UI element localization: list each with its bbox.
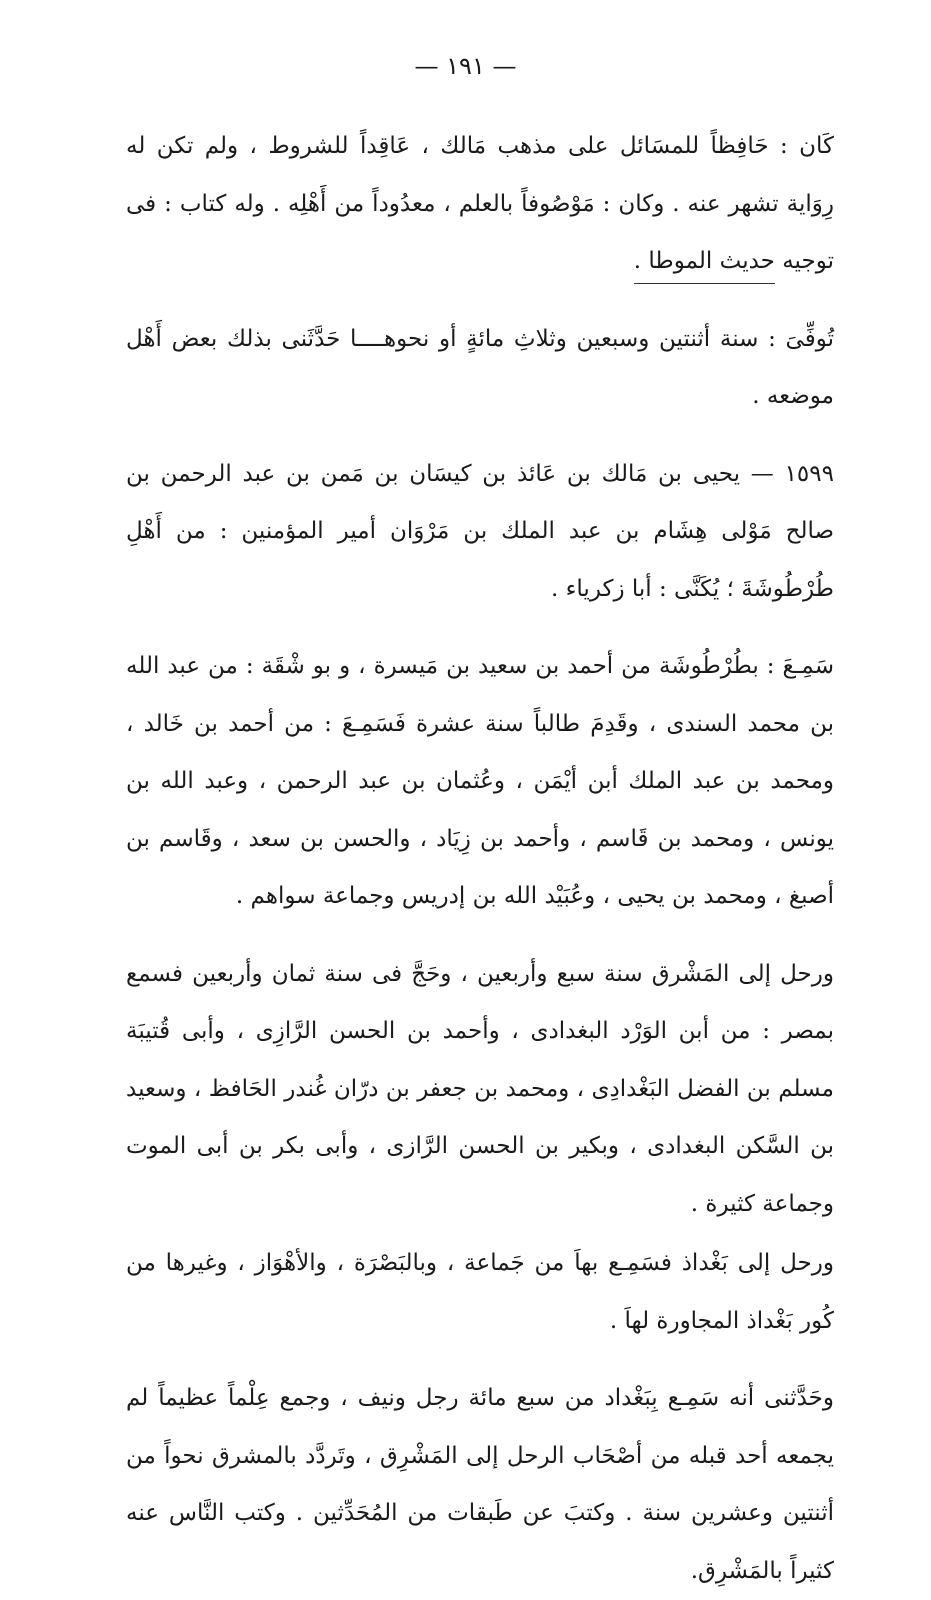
paragraph-travel-baghdad: ورحل إلى بَغْداذ فسَمِـع بهاَ من جَماعة ، وبالبَصْرَة ، والأهْوَاز ، وغيرها من كُور بَغْداذ المجاورة لهاَ . xyxy=(126,1250,834,1334)
paragraph-hearing-count: وحَدَّثنى أنه سَمِـع بِبَغْداد من سبع مائة رجل ونيف ، وجمع عِلْماً عظيماً لم يجمعه أحد قبله من أصْحَاب الرحل إلى المَشْرِق ، وتَردَّد بالمشرق نحواً من أثنتين وعشرين سنة . وكتبَ عن طَبقات من المُحَدِّثين . وكتب النَّاس عنه كثيراً بالمَشْرِق. xyxy=(126,1385,834,1584)
paragraph-teachers: سَمِـعَ : بطُرْطُوشَة من أحمد بن سعيد بن مَيسرة ، و بو شْقَة : من عبد الله بن محمد السندى ، وقَدِمَ طالباً سنة عشرة فَسَمِـعَ : من أحمد بن خَالد ، ومحمد بن عبد الملك أبن أيْمَن ، وعُثمان بن عبد الرحمن ، وعبد الله بن يونس ، ومحمد بن قَاسم ، وأحمد بن زِيَاد ، والحسن بن سعد ، وقَاسم بن أصبغ ، ومحمد بن يحيى ، وعُبَيْد الله بن إدريس وجماعة سواهم . xyxy=(126,653,834,909)
paragraph-biography-1 xyxy=(126,118,834,291)
paragraph-closing-underlined: حديث الموطا . xyxy=(634,241,775,284)
document-body xyxy=(126,118,834,1600)
paragraph-text: كَان : حَافِظاً للمسَائل على مذهب مَالك ، عَاقِداً للشروط ، ولم تكن له رِوَاية تشهر عنه . وكان : مَوْصُوفاً بالعلم ، معدُوداً من أَهْلِه . وله كتاب : فى توجيه xyxy=(126,133,834,274)
paragraph-death-note: تُوفِّىَ : سنة أثنتين وسبعين وثلاثِ مائةٍ أو نحوهــــا حَدَّثَنى بذلك بعض أَهْل موضعه . xyxy=(126,325,834,409)
paragraph-entry-1599: ١٥٩٩ — يحيى بن مَالك بن عَائذ بن كيسَان بن مَمن بن عبد الرحمن بن صالح مَوْلى هِشَام بن عبد الملك بن مَرْوَان أمير المؤمنين : من أَهْلِ طُرْطُوشَةَ ؛ يُكَنَّى : أبا زكرياء . xyxy=(126,460,834,602)
paragraph-travel-east: ورحل إلى المَشْرق سنة سبع وأربعين ، وحَجَّ فى سنة ثمان وأربعين فسمع بمصر : من أبن الوَرْد البغدادى ، وأحمد بن الحسن الرَّازِى ، وأبى قُتيبَة مسلم بن الفضل البَغْدادِى ، ومحمد بن جعفر بن درّان غُندر الحَافظ ، وسعيد بن السَّكن البغدادى ، وبكير بن الحسن الرَّازى ، وأبى بكر بن أبى الموت وجماعة كثيرة . xyxy=(126,960,834,1217)
page-number: — ١٩١ — xyxy=(414,52,517,80)
